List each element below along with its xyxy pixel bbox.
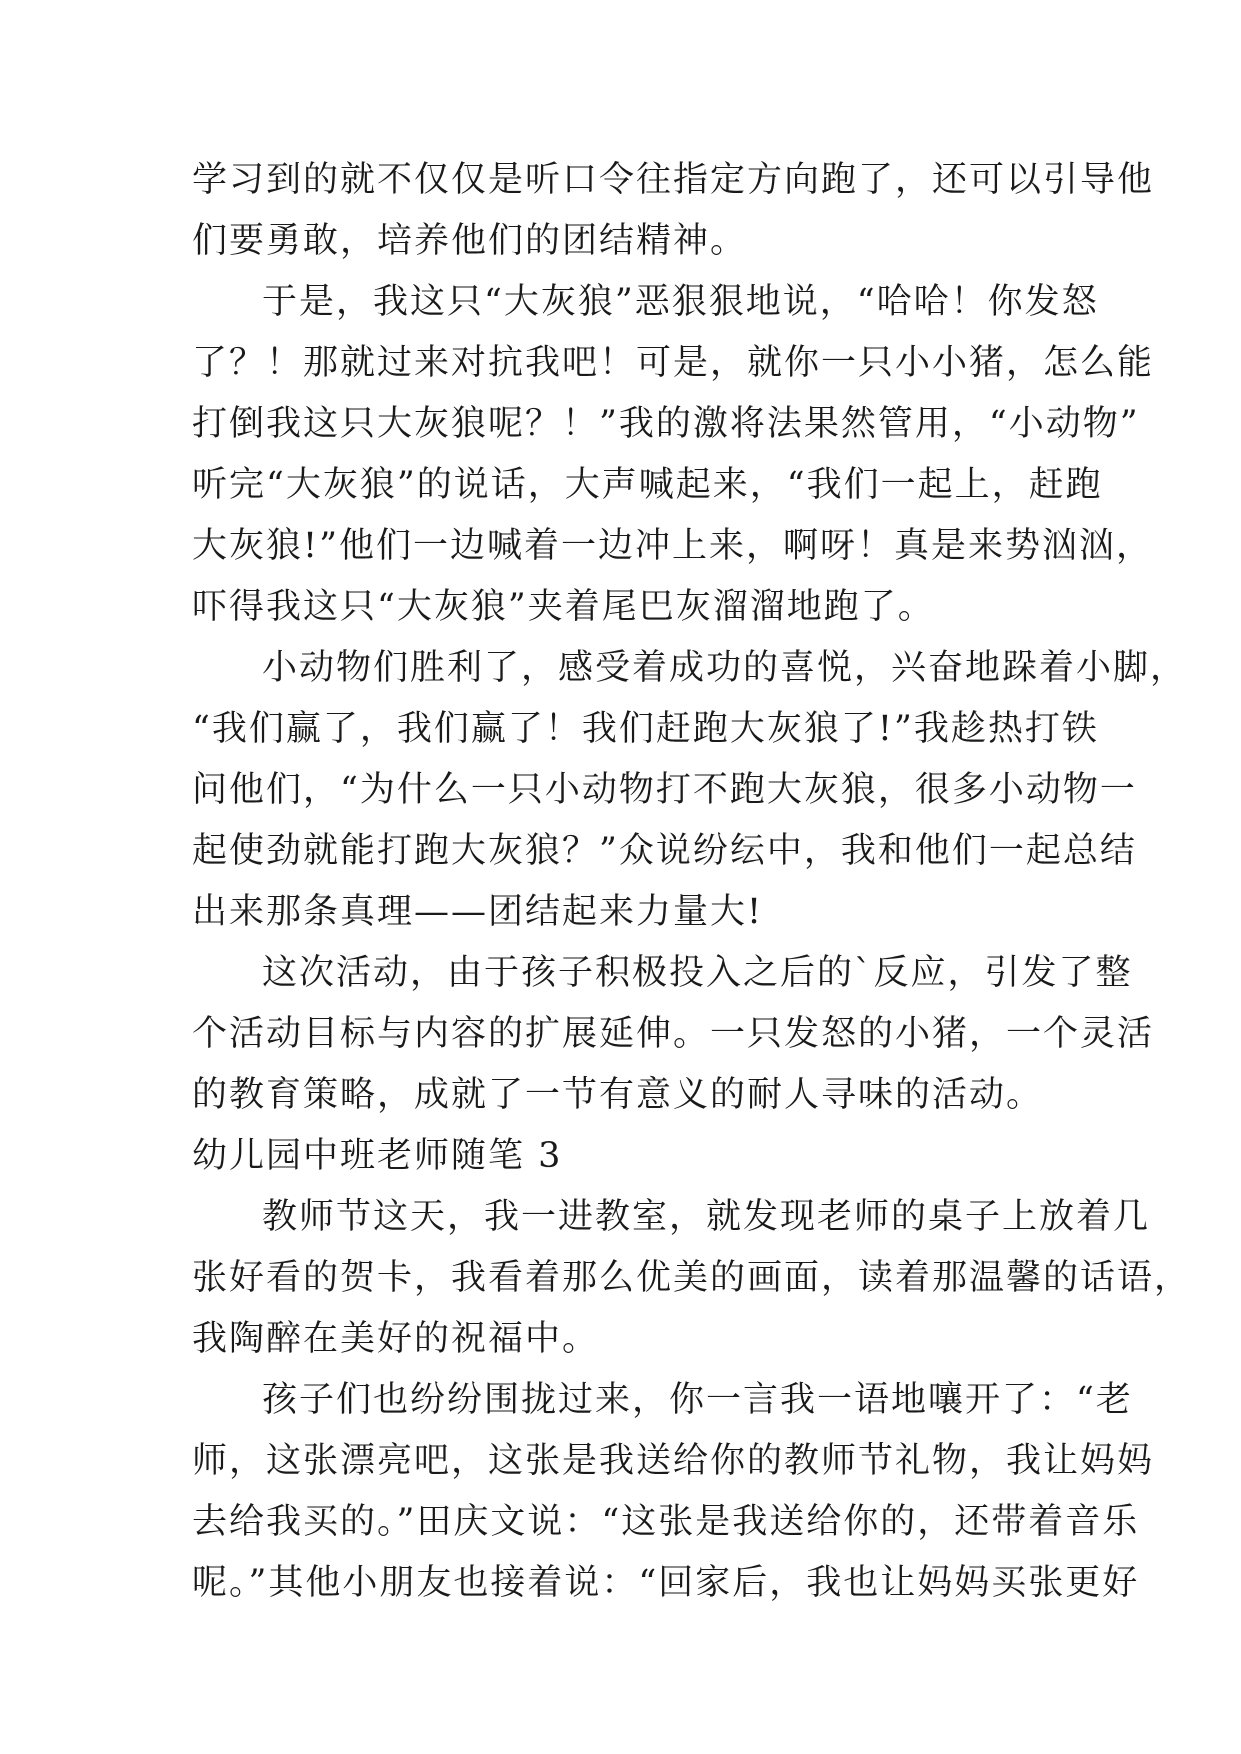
text-line: 大灰狼!”他们一边喊着一边冲上来，啊呀！真是来势汹汹， (192, 526, 1153, 566)
text-line: 的教育策略，成就了一节有意义的耐人寻味的活动。 (192, 1075, 1044, 1115)
text-line: “我们赢了，我们赢了！我们赶跑大灰狼了!”我趁热打铁 (192, 709, 1099, 749)
text-line: 张好看的贺卡，我看着那么优美的画面，读着那温馨的话语， (192, 1258, 1192, 1298)
text-line: 呢。”其他小朋友也接着说：“回家后，我也让妈妈买张更好 (192, 1563, 1140, 1603)
paragraph-start-line: 于是，我这只“大灰狼”恶狠狠地说，“哈哈！你发怒 (262, 282, 1099, 322)
document-body (192, 150, 1192, 1614)
text-line: 去给我买的。”田庆文说：“这张是我送给你的，还带着音乐 (192, 1502, 1140, 1542)
text-line: 起使劲就能打跑大灰狼？”众说纷纭中，我和他们一起总结 (192, 831, 1137, 871)
paragraph-start-line: 小动物们胜利了，感受着成功的喜悦，兴奋地跺着小脚， (262, 648, 1188, 688)
paragraph-start-line: 这次活动，由于孩子积极投入之后的`反应，引发了整 (262, 953, 1133, 993)
paragraph-start-line: 孩子们也纷纷围拢过来，你一言我一语地嚷开了：“老 (262, 1380, 1133, 1420)
text-line: 们要勇敢，培养他们的团结精神。 (192, 221, 748, 261)
paragraph-start-line: 教师节这天，我一进教室，就发现老师的桌子上放着几 (262, 1197, 1151, 1237)
text-line: 学习到的就不仅仅是听口令往指定方向跑了，还可以引导他 (192, 160, 1155, 200)
text-line: 打倒我这只大灰狼呢？！”我的激将法果然管用，“小动物” (192, 404, 1140, 444)
text-line: 师，这张漂亮吧，这张是我送给你的教师节礼物，我让妈妈 (192, 1441, 1155, 1481)
text-line: 吓得我这只“大灰狼”夹着尾巴灰溜溜地跑了。 (192, 587, 935, 627)
text-line: 听完“大灰狼”的说话，大声喊起来，“我们一起上，赶跑 (192, 465, 1103, 505)
text-line: 个活动目标与内容的扩展延伸。一只发怒的小猪，一个灵活 (192, 1014, 1155, 1054)
text-line: 出来那条真理——团结起来力量大! (192, 892, 764, 932)
text-line: 我陶醉在美好的祝福中。 (192, 1319, 600, 1359)
text-line: 了？！那就过来对抗我吧！可是，就你一只小小猪，怎么能 (192, 343, 1155, 383)
section-heading: 幼儿园中班老师随笔 3 (192, 1136, 563, 1176)
text-line: 问他们，“为什么一只小动物打不跑大灰狼，很多小动物一 (192, 770, 1137, 810)
